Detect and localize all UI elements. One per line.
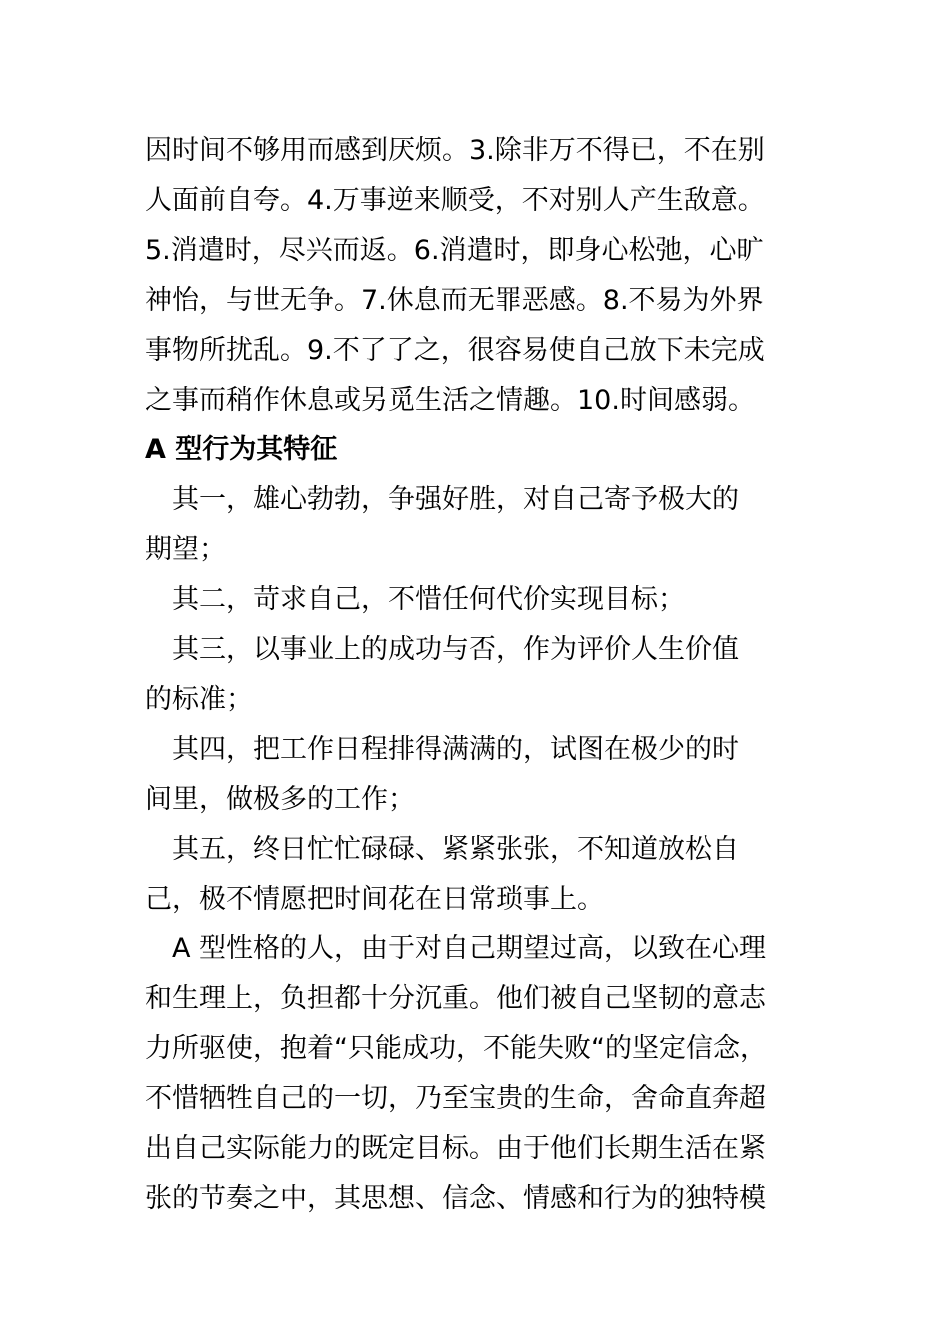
text-line: 5.消遣时，尽兴而返。6.消遣时，即身心松弛，心旷 [145,235,764,266]
text-line: 不惜牺牲自己的一切，乃至宝贵的生命，舍命直奔超 [145,1083,766,1114]
text-line: 力所驱使，抱着“只能成功，不能失败“的坚定信念， [145,1033,767,1064]
text-line: 人面前自夸。4.万事逆来顺受，不对别人产生敌意。 [145,185,765,216]
text-line: 己，极不情愿把时间花在日常琐事上。 [145,884,604,915]
text-line: 之事而稍作休息或另觅生活之情趣。10.时间感弱。 [145,385,755,416]
text-line: 事物所扰乱。9.不了了之，很容易使自己放下未完成 [145,335,765,366]
text-line: 间里，做极多的工作； [145,784,415,815]
text-line: 张的节奏之中，其思想、信念、情感和行为的独特模 [145,1183,766,1214]
text-line: 出自己实际能力的既定目标。由于他们长期生活在紧 [145,1133,766,1164]
text-line: 其五，终日忙忙碌碌、紧紧张张，不知道放松自 [145,834,739,865]
text-line: 和生理上，负担都十分沉重。他们被自己坚韧的意志 [145,983,766,1014]
text-line: 其一，雄心勃勃，争强好胜，对自己寄予极大的 [145,484,739,515]
text-line: 因时间不够用而感到厌烦。3.除非万不得已，不在别 [145,135,765,166]
text-line: 神怡，与世无争。7.休息而无罪恶感。8.不易为外界 [145,285,764,316]
section-heading: A 型行为其特征 [145,434,338,465]
text-line: 其二，苛求自己，不惜任何代价实现目标； [145,584,685,615]
text-line: 的标准； [145,684,253,715]
text-line: 期望； [145,534,226,565]
text-line: 其四，把工作日程排得满满的，试图在极少的时 [145,734,739,765]
text-line: A 型性格的人，由于对自己期望过高，以致在心理 [145,933,767,964]
text-line: 其三，以事业上的成功与否，作为评价人生价值 [145,634,739,665]
